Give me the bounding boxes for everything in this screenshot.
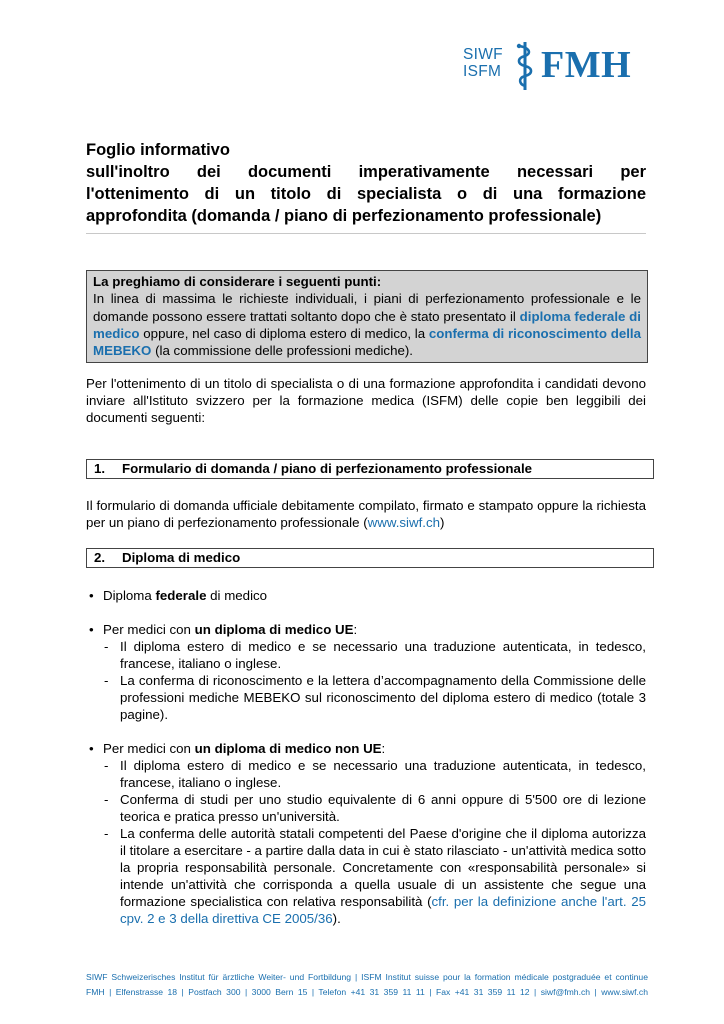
bullet-icon: • bbox=[89, 741, 94, 756]
title-line-1: Foglio informativo bbox=[86, 141, 230, 159]
section-1-text bbox=[86, 497, 646, 531]
bullet-non-eu-diploma bbox=[86, 740, 646, 927]
logo-isfm-text: ISFM bbox=[463, 63, 502, 80]
siwf-fmh-logo bbox=[463, 40, 643, 92]
bullet-text bbox=[86, 587, 646, 604]
bullet-text bbox=[86, 621, 646, 638]
bullet-bold-text: federale bbox=[155, 588, 207, 603]
footer-line-1: SIWF Schweizerisches Institut für ärztliche Weiter- und Fortbildung | ISFM Institut suisse pour la formation médicale postgraduée et continue bbox=[86, 972, 648, 982]
non-eu-requirements-list bbox=[86, 757, 646, 927]
section-2-title: Diploma di medico bbox=[122, 550, 241, 565]
notice-text bbox=[93, 290, 641, 359]
bullet-bold-text: un diploma di medico non UE bbox=[194, 741, 382, 756]
bullet-text-part: di medico bbox=[206, 588, 268, 603]
bullet-icon: • bbox=[89, 622, 94, 637]
document-title bbox=[86, 139, 646, 227]
footer-line-2: FMH | Elfenstrasse 18 | Postfach 300 | 3000 Bern 15 | Telefon +41 31 359 11 11 | Fax +41 31 359 11 12 | siwf@fmh.ch | www.siwf.ch bbox=[86, 987, 648, 997]
dash-icon: - bbox=[104, 673, 109, 688]
section-1-text-part: Il formulario di domanda ufficiale debitamente compilato, firmato e stampato oppure la richiesta per un piano di perfezionamento professionale ( bbox=[86, 498, 646, 531]
mebeko-link[interactable]: conferma di riconoscimento della MEBEKO bbox=[93, 325, 642, 359]
dash-icon: - bbox=[104, 792, 109, 807]
section-2-header bbox=[86, 548, 654, 568]
section-1-number: 1. bbox=[94, 461, 106, 476]
notice-text-part: oppure, nel caso di diploma estero di medico, la bbox=[139, 325, 429, 341]
notice-text-part: In linea di massima le richieste individuali, i piani di perfezionamento professionale e le domande possono essere trattati soltanto dopo che è stato presentato il bbox=[93, 291, 641, 324]
list-item bbox=[86, 757, 646, 791]
bullet-text-part: : bbox=[381, 741, 386, 756]
logo-fmh-text: FMH bbox=[541, 44, 632, 86]
section-1-header bbox=[86, 459, 654, 479]
bullet-text-part: : bbox=[353, 622, 358, 637]
list-item bbox=[86, 791, 646, 825]
bullet-bold-text: un diploma di medico UE bbox=[194, 622, 354, 637]
dash-icon: - bbox=[104, 758, 109, 773]
diploma-link[interactable]: diploma federale di medico bbox=[93, 308, 641, 341]
bullet-text-part: Per medici con bbox=[103, 622, 195, 637]
bullet-text-part: Diploma bbox=[103, 588, 156, 603]
section-1-text-end: ) bbox=[440, 515, 445, 531]
aesculapius-staff-icon bbox=[511, 40, 539, 92]
title-line-2: sull'inoltro dei documenti imperativamente necessari per bbox=[86, 163, 646, 181]
bullet-icon: • bbox=[89, 588, 94, 603]
dash-icon: - bbox=[104, 826, 109, 841]
logo-siwf-text: SIWF bbox=[463, 46, 503, 63]
bullet-federal-diploma bbox=[86, 587, 646, 604]
siwf-website-link[interactable]: www.siwf.ch bbox=[367, 515, 441, 531]
list-item bbox=[86, 825, 646, 927]
notice-heading: La preghiamo di considerare i seguenti punti: bbox=[93, 274, 382, 289]
list-item-text: Il diploma estero di medico e se necessario una traduzione autenticata, in tedesco, francese, italiano o inglese. bbox=[120, 639, 646, 671]
bullet-text bbox=[86, 740, 646, 757]
section-2-number: 2. bbox=[94, 550, 106, 565]
intro-paragraph: Per l'ottenimento di un titolo di specialista o di una formazione approfondita i candidati devono inviare all'Istituto svizzero per la formazione medica (ISFM) delle copie ben leggibili dei documenti seguenti: bbox=[86, 376, 646, 426]
directive-reference-link[interactable]: cfr. per la definizione anche l'art. 25 cpv. 2 e 3 della direttiva CE 2005/36 bbox=[120, 894, 646, 926]
bullet-text-part: Per medici con bbox=[103, 741, 195, 756]
list-item bbox=[86, 672, 646, 723]
list-item bbox=[86, 638, 646, 672]
eu-requirements-list bbox=[86, 638, 646, 723]
list-item-text-end: ). bbox=[332, 911, 341, 926]
section-1-title: Formulario di domanda / piano di perfezionamento professionale bbox=[122, 461, 533, 476]
list-item-text: Il diploma estero di medico e se necessario una traduzione autenticata, in tedesco, francese, italiano o inglese. bbox=[120, 758, 646, 790]
title-divider bbox=[86, 233, 646, 234]
list-item-text: La conferma delle autorità statali competenti del Paese d'origine che il diploma autorizza il titolare a esercitare - a partire dalla data in cui è stato rilasciato - un'attività medica sotto la propria responsabilità personale. Concretamente con «responsabilità personale» si intende un'attività che corrisponda a quella usuale di un assistente che segue una formazione specialistica con relativa responsabilità ( bbox=[120, 826, 646, 909]
list-item-text: La conferma di riconoscimento e la lettera d’accompagnamento della Commissione delle professioni mediche MEBEKO sul riconoscimento del diploma estero di medico (totale 3 pagine). bbox=[120, 673, 646, 722]
list-item-text: Conferma di studi per uno studio equivalente di 6 anni oppure di 5'500 ore di lezione teorica e pratica presso un'università. bbox=[120, 792, 646, 824]
title-line-3: l'ottenimento di un titolo di specialista o di una formazione bbox=[86, 185, 646, 203]
bullet-eu-diploma bbox=[86, 621, 646, 723]
notice-text-part: (la commissione delle professioni mediche). bbox=[151, 343, 413, 359]
title-line-4: approfondita (domanda / piano di perfezionamento professionale) bbox=[86, 207, 602, 225]
dash-icon: - bbox=[104, 639, 109, 654]
notice-box bbox=[86, 270, 648, 363]
